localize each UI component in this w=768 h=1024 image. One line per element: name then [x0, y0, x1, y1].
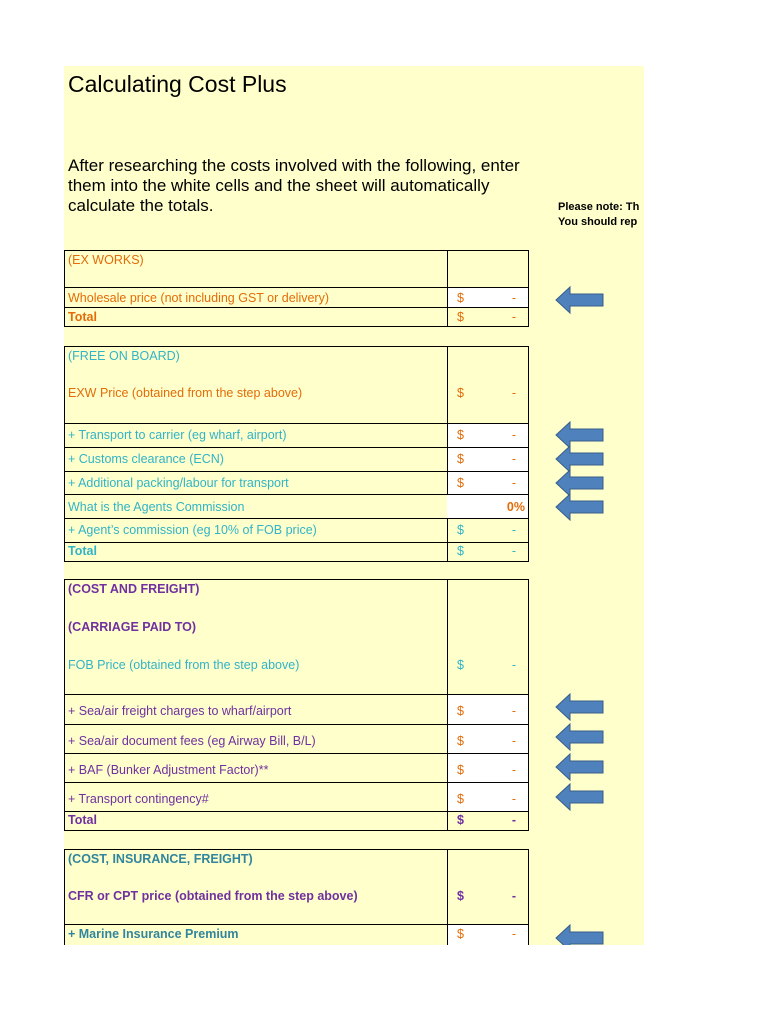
table-row	[65, 812, 528, 830]
contingency-label: + Transport contingency#	[68, 792, 209, 806]
fob-heading: (FREE ON BOARD)	[68, 349, 180, 363]
exw-heading-row	[65, 251, 528, 288]
baf-label: + BAF (Bunker Adjustment Factor)**	[68, 763, 269, 777]
left-arrow-icon	[555, 286, 605, 314]
table-row	[65, 695, 528, 725]
table-row	[65, 725, 528, 754]
exw-price-value: $ -	[447, 347, 528, 423]
table-row	[65, 472, 528, 495]
fob-heading-row	[65, 347, 528, 424]
cfr-total-value: $ -	[447, 812, 528, 830]
left-arrow-icon	[555, 924, 605, 945]
worksheet	[64, 66, 644, 945]
agent-commission-input[interactable]: 0%	[447, 495, 528, 518]
table-row	[65, 754, 528, 783]
table-row	[65, 495, 528, 519]
exw-total-value: $ -	[447, 308, 528, 326]
packing-input[interactable]: $ -	[447, 472, 528, 494]
documents-label: + Sea/air document fees (eg Airway Bill, B/L)	[68, 734, 316, 748]
table-row	[65, 543, 528, 561]
table-row	[65, 519, 528, 543]
fob-table	[64, 346, 529, 562]
cfr-price-value: $ -	[447, 850, 528, 924]
insurance-label: + Marine Insurance Premium	[68, 927, 239, 941]
left-arrow-icon	[555, 723, 605, 751]
table-row	[65, 288, 528, 308]
fob-price-label: FOB Price (obtained from the step above)	[68, 658, 300, 672]
left-arrow-icon	[555, 753, 605, 781]
cfr-table	[64, 579, 529, 831]
baf-input[interactable]: $ -	[447, 754, 528, 782]
agent-commission-value: $ -	[447, 519, 528, 542]
fob-total-value: $ -	[447, 543, 528, 561]
note-line-1: Please note: Th	[558, 201, 640, 213]
exw-total-label: Total	[68, 310, 97, 324]
table-row	[65, 448, 528, 472]
exw-table	[64, 250, 529, 327]
table-row	[65, 308, 528, 326]
left-arrow-icon	[555, 693, 605, 721]
cfr-heading: (COST AND FREIGHT)	[68, 582, 200, 596]
customs-input[interactable]: $ -	[447, 448, 528, 471]
transport-input[interactable]: $ -	[447, 424, 528, 447]
freight-input[interactable]: $ -	[447, 695, 528, 724]
fob-price-value: $ -	[447, 580, 528, 694]
cif-table	[64, 849, 529, 945]
cfr-price-label: CFR or CPT price (obtained from the step above)	[68, 889, 358, 903]
cpt-heading: (CARRIAGE PAID TO)	[68, 620, 197, 634]
exw-price-label: EXW Price (obtained from the step above)	[68, 386, 303, 400]
wholesale-input[interactable]: $ -	[447, 288, 528, 307]
freight-label: + Sea/air freight charges to wharf/airport	[68, 704, 292, 718]
cfr-total-label: Total	[68, 813, 97, 827]
table-row	[65, 925, 528, 945]
cfr-heading-row	[65, 580, 528, 695]
agent-commission-question: What is the Agents Commission	[68, 500, 245, 514]
note-line-2: You should rep	[558, 216, 638, 228]
packing-label: + Additional packing/labour for transport	[68, 476, 289, 490]
transport-label: + Transport to carrier (eg wharf, airport)	[68, 428, 287, 442]
cif-heading-row	[65, 850, 528, 925]
wholesale-label: Wholesale price (not including GST or delivery)	[68, 291, 329, 305]
contingency-input[interactable]: $ -	[447, 783, 528, 811]
cif-heading: (COST, INSURANCE, FREIGHT)	[68, 852, 253, 866]
table-row	[65, 424, 528, 448]
agent-commission-label: + Agent’s commission (eg 10% of FOB price)	[68, 523, 317, 537]
note-text	[558, 200, 639, 230]
exw-heading: (EX WORKS)	[68, 253, 144, 267]
insurance-input[interactable]: $ -	[447, 925, 528, 945]
documents-input[interactable]: $ -	[447, 725, 528, 753]
left-arrow-icon	[555, 783, 605, 811]
exw-heading-value	[447, 251, 528, 287]
table-row	[65, 783, 528, 812]
left-arrow-icon	[555, 493, 605, 521]
page-title: Calculating Cost Plus	[68, 71, 287, 97]
customs-label: + Customs clearance (ECN)	[68, 452, 224, 466]
intro-text: After researching the costs involved with the following, enter them into the white cells and the sheet will automatically calculate the totals.	[68, 156, 520, 215]
fob-total-label: Total	[68, 544, 97, 558]
